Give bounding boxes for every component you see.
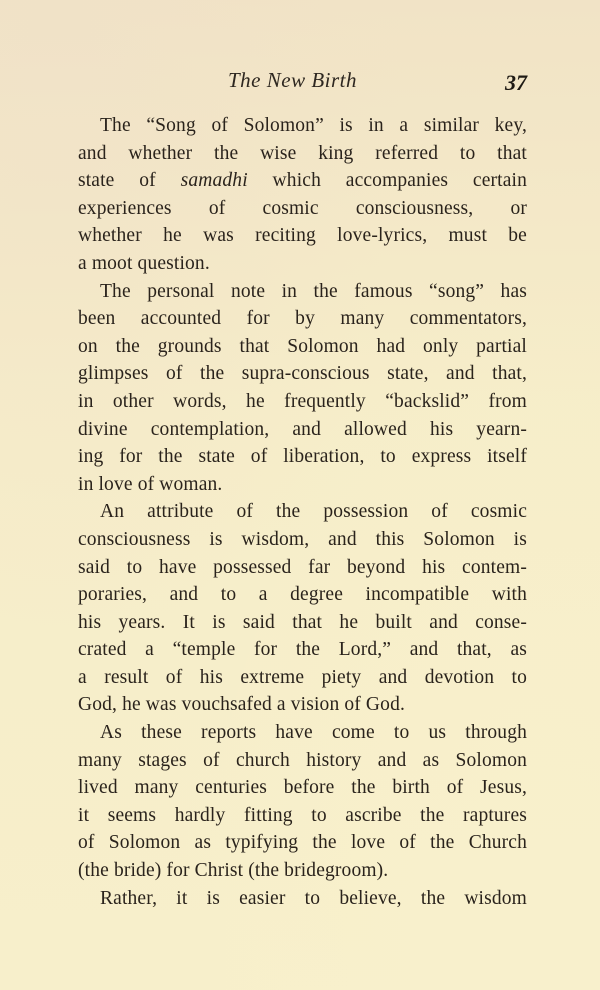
body-text xyxy=(78,112,527,912)
text-line: An attribute of the possession of cosmic xyxy=(100,501,527,523)
running-title: The New Birth xyxy=(228,68,358,92)
paragraph xyxy=(78,112,527,278)
text-line: in other words, he frequently “backslid” from xyxy=(78,390,527,412)
text-line: The “Song of Solomon” is in a similar key, xyxy=(100,115,527,136)
italic-term: samadhi xyxy=(180,170,248,192)
text-line: of Solomon as typifying the love of the Church xyxy=(78,832,527,854)
text-line: and whether the wise king referred to that xyxy=(78,142,527,164)
text-line: Rather, it is easier to believe, the wisdom xyxy=(100,887,527,909)
text-line: poraries, and to a degree incompatible with xyxy=(78,584,527,606)
paragraph xyxy=(78,498,527,719)
text-line: crated a “temple for the Lord,” and that, as xyxy=(78,639,527,661)
text-line: lived many centuries before the birth of Jesus, xyxy=(78,777,527,799)
text-line: experiences of cosmic consciousness, or xyxy=(78,197,527,219)
text-line: God, he was vouchsafed a vision of God. xyxy=(78,694,405,716)
text-line xyxy=(78,167,527,195)
text-line: a moot question. xyxy=(78,252,210,274)
text-line: The personal note in the famous “song” has xyxy=(100,280,527,302)
paragraph xyxy=(78,278,527,499)
text-line: his years. It is said that he built and conse- xyxy=(78,611,527,633)
text-line: glimpses of the supra-conscious state, and that, xyxy=(78,363,527,385)
paragraph xyxy=(78,719,527,885)
text-line: divine contemplation, and allowed his yearn- xyxy=(78,418,527,440)
paragraph xyxy=(78,885,527,913)
text-fragment: which accompanies certain xyxy=(247,170,527,192)
text-fragment: state of xyxy=(78,170,181,192)
running-head xyxy=(78,66,527,96)
text-line: on the grounds that Solomon had only partial xyxy=(78,335,527,357)
text-line: consciousness is wisdom, and this Solomon is xyxy=(78,528,527,550)
text-line: ing for the state of liberation, to express itself xyxy=(78,446,527,468)
text-line: said to have possessed far beyond his contem- xyxy=(78,556,527,578)
text-line: many stages of church history and as Solomon xyxy=(78,749,527,771)
book-page xyxy=(78,0,527,990)
text-line: been accounted for by many commentators, xyxy=(78,308,527,330)
text-line: As these reports have come to us through xyxy=(100,722,527,744)
text-line: a result of his extreme piety and devotion to xyxy=(78,666,527,688)
text-line: (the bride) for Christ (the bridegroom). xyxy=(78,860,389,882)
text-line: it seems hardly fitting to ascribe the raptures xyxy=(78,804,527,826)
text-line: whether he was reciting love-lyrics, must be xyxy=(78,225,527,247)
text-line: in love of woman. xyxy=(78,473,223,495)
page-number: 37 xyxy=(505,70,527,95)
